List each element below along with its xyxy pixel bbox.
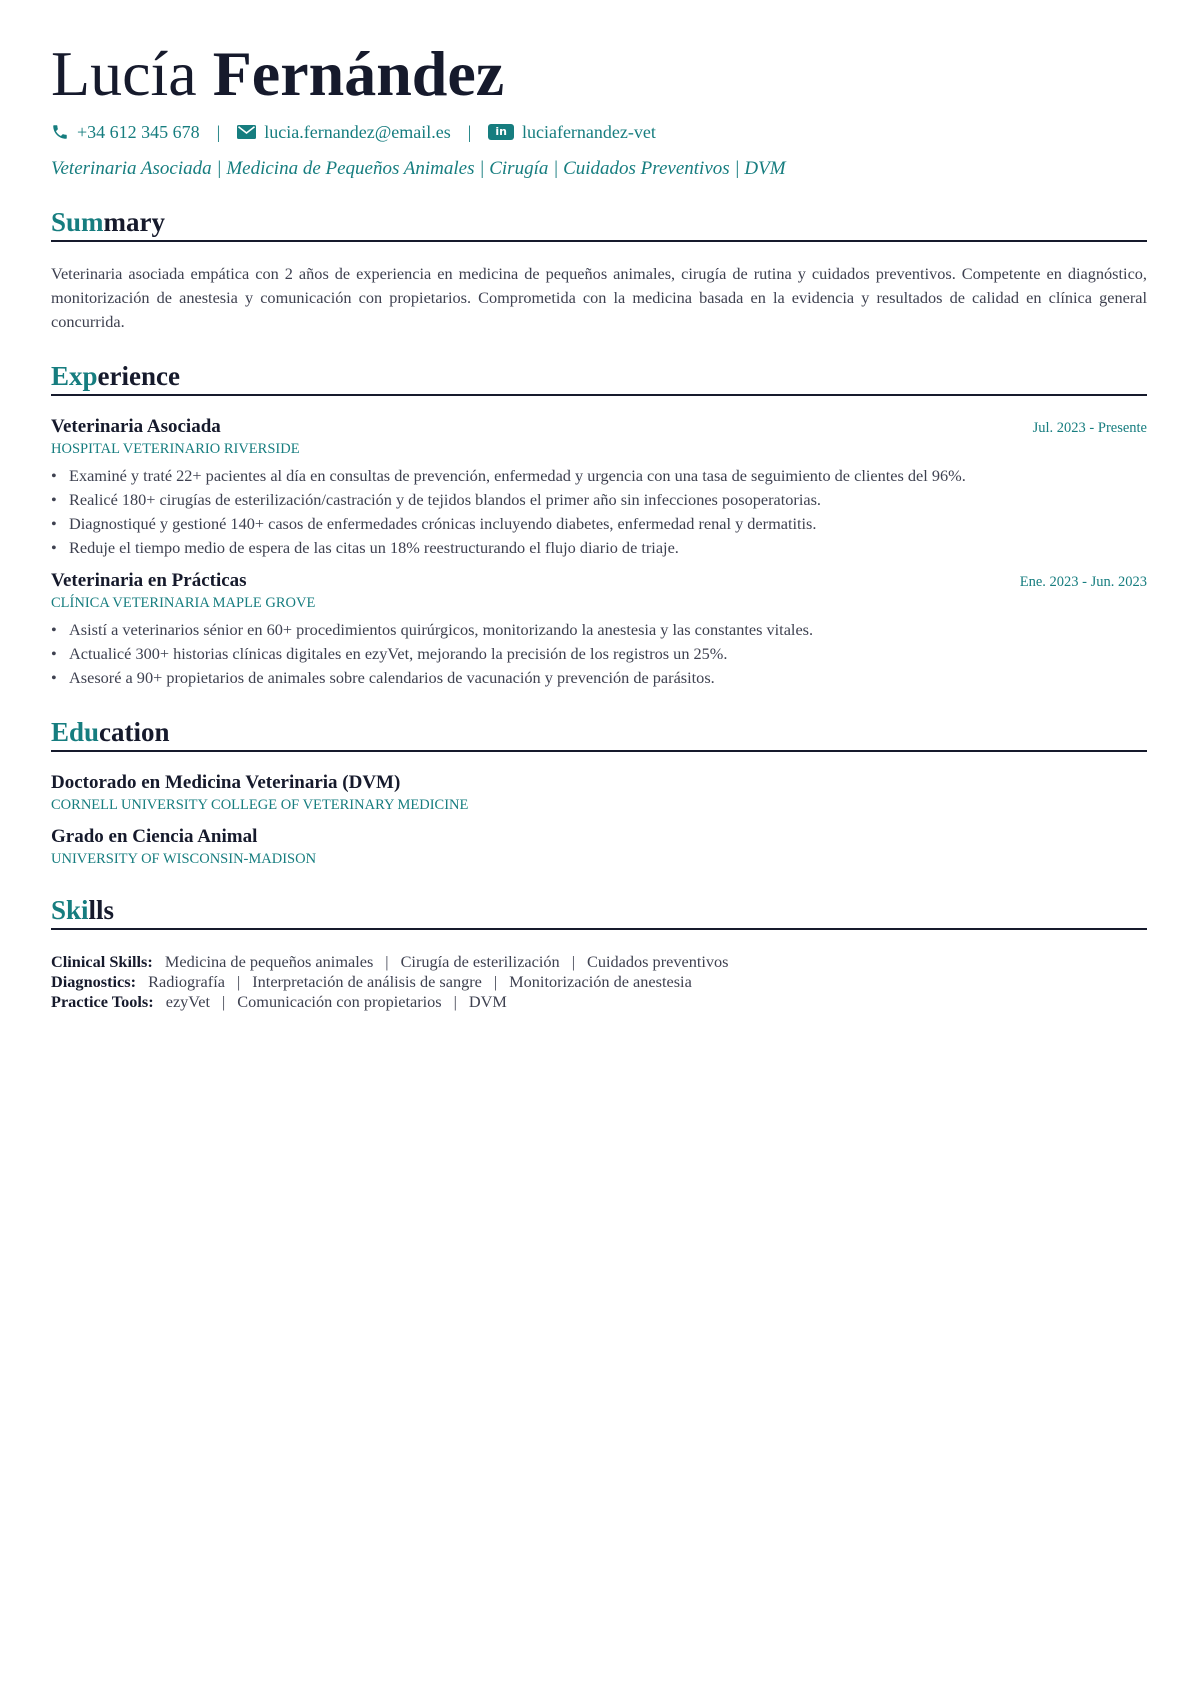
- job-bullet: • Actualicé 300+ historias clínicas digitales en ezyVet, mejorando la precisión de los registros un 25%.: [51, 642, 1147, 666]
- skill-value: Comunicación con propietarios: [237, 992, 442, 1011]
- skills-heading: [51, 894, 1147, 930]
- summary-heading-accent: Sum: [51, 207, 104, 237]
- first-name: Lucía: [51, 38, 197, 109]
- skill-value: Radiografía: [148, 972, 225, 991]
- summary-heading-rest: mary: [103, 207, 166, 237]
- job-header: [51, 570, 1147, 592]
- experience-heading-rest: erience: [97, 361, 180, 391]
- education-section: [51, 716, 1147, 868]
- job-organization: CLÍNICA VETERINARIA MAPLE GROVE: [51, 595, 316, 611]
- contact-separator: |: [467, 121, 472, 142]
- job-dates: Ene. 2023 - Jun. 2023: [1019, 574, 1147, 590]
- resume-page: [51, 34, 1147, 1012]
- job-title: Veterinaria en Prácticas: [51, 570, 247, 591]
- contact-line: [51, 120, 1147, 144]
- linkedin-icon: in: [488, 124, 514, 140]
- skill-value: DVM: [468, 992, 507, 1011]
- job-bullets: [51, 618, 1147, 690]
- skill-value: Cirugía de esterilización: [400, 952, 560, 971]
- email-item[interactable]: [237, 122, 450, 143]
- degree-title: Grado en Ciencia Animal: [51, 826, 258, 847]
- last-name: Fernández: [212, 38, 505, 109]
- school-name: CORNELL UNIVERSITY COLLEGE OF VETERINARY MEDICINE: [51, 797, 469, 813]
- skills-heading-accent: Ski: [51, 895, 89, 925]
- skill-separator: |: [222, 992, 226, 1011]
- job-header: [51, 416, 1147, 438]
- education-heading-accent: Edu: [51, 717, 100, 747]
- education-heading: [51, 716, 1147, 752]
- skill-value: ezyVet: [165, 992, 211, 1011]
- education-entry: [51, 826, 1147, 868]
- skill-value: Monitorización de anestesia: [509, 972, 692, 991]
- skill-separator: |: [236, 972, 241, 991]
- skill-label: Practice Tools:: [51, 992, 154, 1011]
- summary-section: [51, 206, 1147, 334]
- job-organization: HOSPITAL VETERINARIO RIVERSIDE: [51, 441, 300, 457]
- skill-value: Cuidados preventivos: [586, 952, 729, 971]
- email-address: lucia.fernandez@email.es: [264, 121, 451, 142]
- job-title: Veterinaria Asociada: [51, 416, 221, 437]
- skill-row: [51, 992, 1147, 1012]
- job-bullet: • Asistí a veterinarios sénior en 60+ procedimientos quirúrgicos, monitorizando la anestesia y las constantes vitales.: [51, 618, 1147, 642]
- skills-list: [51, 952, 1147, 1012]
- skill-label: Clinical Skills:: [51, 952, 153, 971]
- skill-row: [51, 972, 1147, 992]
- experience-section: [51, 360, 1147, 690]
- job-entry: [51, 416, 1147, 560]
- skill-separator: |: [571, 952, 575, 971]
- job-entry: [51, 570, 1147, 690]
- skill-separator: |: [385, 952, 389, 971]
- skill-separator: |: [493, 972, 498, 991]
- skills-section: [51, 894, 1147, 1012]
- skill-separator: |: [453, 992, 457, 1011]
- job-bullet: • Asesoré a 90+ propietarios de animales sobre calendarios de vacunación y prevención de parásitos.: [51, 666, 1147, 690]
- job-bullets: [51, 464, 1147, 560]
- headline-tagline: Veterinaria Asociada | Medicina de Pequeños Animales | Cirugía | Cuidados Preventivos | DVM: [51, 158, 786, 179]
- linkedin-handle: luciafernandez-vet: [521, 121, 656, 142]
- education-entry: [51, 772, 1147, 814]
- job-dates: Jul. 2023 - Presente: [1032, 420, 1147, 436]
- education-heading-rest: cation: [99, 717, 170, 747]
- skill-value: Interpretación de análisis de sangre: [252, 972, 482, 991]
- experience-heading: [51, 360, 1147, 396]
- summary-heading: [51, 206, 1147, 242]
- summary-text: Veterinaria asociada empática con 2 años de experiencia en medicina de pequeños animales, cirugía de rutina y cuidados preventivos. Competente en diagnóstico, monitorización de anestesia y comunicación con propietarios. Comprometida con la medicina basada en la evidencia y resultados de calidad en clínica general concurrida.: [51, 264, 1147, 331]
- job-bullet: • Diagnostiqué y gestioné 140+ casos de enfermedades crónicas incluyendo diabetes, enfermedad renal y dermatitis.: [51, 512, 1147, 536]
- job-bullet: • Examiné y traté 22+ pacientes al día en consultas de prevención, enfermedad y urgencia con una tasa de seguimiento de clientes del 96%.: [51, 464, 1147, 488]
- skills-heading-rest: lls: [88, 895, 115, 925]
- job-bullet: • Realicé 180+ cirugías de esterilización/castración y de tejidos blandos el primer año sin infecciones posoperatorias.: [51, 488, 1147, 512]
- phone-number: +34 612 345 678: [77, 121, 200, 142]
- linkedin-item[interactable]: [488, 122, 656, 143]
- school-name: UNIVERSITY OF WISCONSIN-MADISON: [51, 851, 317, 867]
- contact-separator: |: [216, 121, 221, 142]
- phone-item[interactable]: [51, 122, 200, 143]
- skill-label: Diagnostics:: [51, 972, 137, 991]
- degree-title: Doctorado en Medicina Veterinaria (DVM): [51, 772, 401, 793]
- envelope-icon: [237, 125, 256, 139]
- skill-row: [51, 952, 1147, 972]
- skill-value: Medicina de pequeños animales: [164, 952, 374, 971]
- candidate-name: [51, 34, 1147, 114]
- phone-icon: [51, 123, 69, 141]
- experience-heading-accent: Exp: [51, 361, 98, 391]
- job-bullet: • Reduje el tiempo medio de espera de las citas un 18% reestructurando el flujo diario de triaje.: [51, 536, 1147, 560]
